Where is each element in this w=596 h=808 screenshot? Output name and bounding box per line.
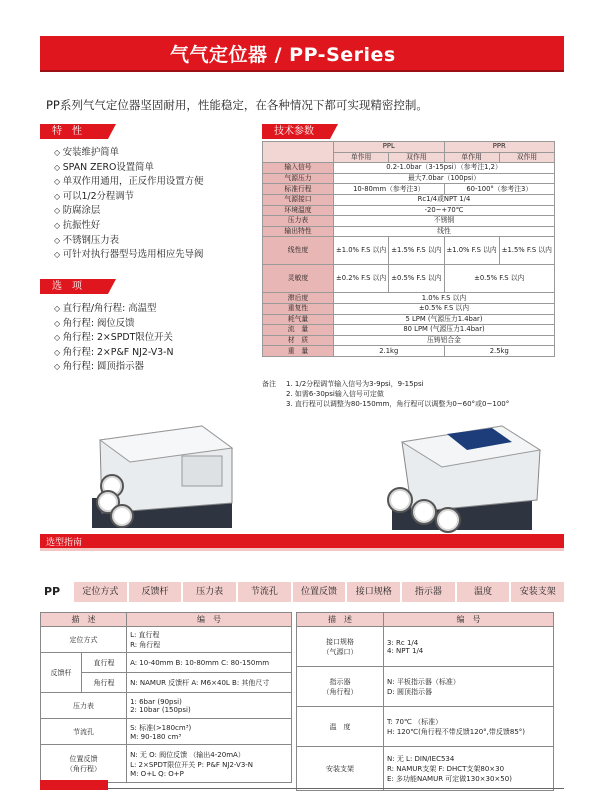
row-value: Rc1/4或NPT 1/4	[334, 194, 555, 205]
row-value: ±1.5% F.S 以内	[389, 237, 444, 265]
list-item: ◇ 角行程: 阀位反馈	[54, 317, 173, 332]
sub-desc-cell: 角行程	[82, 673, 127, 693]
row-label: 气源接口	[263, 194, 334, 205]
list-item: ◇ 角行程: 圆顶指示器	[54, 360, 173, 375]
row-value: 5 LPM (气源压力1.4bar)	[334, 314, 555, 325]
code-cell: T: 70℃ （标准） H: 120℃(角行程不带反馈120°,带反馈85°)	[384, 707, 554, 747]
row-value: 压铸铝合金	[334, 335, 555, 346]
code-cell: 接口规格	[347, 582, 400, 602]
code-cell: N: 无 L: DIN/IEC534 R: NAMUR支架 F: DHCT支架80×30 E: 多功能NAMUR 可定做130×30×50)	[384, 747, 554, 791]
list-item: ◇ SPAN ZERO设置简单	[54, 161, 203, 176]
row-label: 重 量	[263, 346, 334, 357]
row-value: ±0.2% F.S 以内	[334, 265, 389, 293]
page-title: 气气定位器 / PP-Series	[170, 44, 396, 66]
desc-cell: 安装支架	[297, 747, 384, 791]
ppr-header: PPR	[444, 142, 555, 153]
row-label: 流 量	[263, 325, 334, 336]
list-item: ◇ 角行程: 2×SPDT限位开关	[54, 331, 173, 346]
ppl-header: PPL	[334, 142, 445, 153]
row-label: 输出特性	[263, 226, 334, 237]
code-cell: L: 直行程 R: 角行程	[127, 627, 292, 653]
options-list	[54, 302, 173, 375]
code-cell: 温度	[457, 582, 510, 602]
row-value: 2.5kg	[444, 346, 555, 357]
row-label: 材 质	[263, 335, 334, 346]
spec-tag: 技术参数	[262, 124, 330, 139]
desc-cell: 定位方式	[41, 627, 127, 653]
code-header: 编 号	[127, 613, 292, 627]
row-value: ±1.0% F.S 以内	[444, 237, 499, 265]
list-item: ◇ 防腐涂层	[54, 204, 203, 219]
row-label: 滞后度	[263, 293, 334, 304]
row-value: ±1.5% F.S 以内	[499, 237, 554, 265]
desc-cell: 节流孔	[41, 719, 127, 745]
double-acting: 双作用	[389, 152, 444, 163]
code-cell: A: 10-40mm B: 10-80mm C: 80-150mm	[127, 653, 292, 673]
row-value: 线性	[334, 226, 555, 237]
row-value: 2.1kg	[334, 346, 445, 357]
row-label: 耗气量	[263, 314, 334, 325]
notes-label: 备注	[262, 380, 276, 388]
desc-cell: 压力表	[41, 693, 127, 719]
code-cell: 节流孔	[238, 582, 291, 602]
desc-header: 描 述	[41, 613, 127, 627]
list-item: ◇ 可以1/2分程调节	[54, 190, 203, 205]
row-value: -20~+70℃	[334, 205, 555, 216]
row-value: 80 LPM (气源压力1.4bar)	[334, 325, 555, 336]
code-cell: 位置反馈	[293, 582, 346, 602]
row-value: 10-80mm（参考注3）	[334, 184, 445, 195]
spec-table	[262, 141, 555, 357]
code-cell: 压力表	[183, 582, 236, 602]
features-list	[54, 146, 203, 263]
single-acting: 单作用	[334, 152, 389, 163]
single-acting: 单作用	[444, 152, 499, 163]
options-right-table	[296, 612, 554, 791]
selection-bar-underline	[40, 548, 564, 551]
banner-underline	[40, 70, 564, 72]
row-value: 60-100°（参考注3）	[444, 184, 555, 195]
double-acting: 双作用	[499, 152, 554, 163]
options-left-table	[40, 612, 292, 783]
intro-text: PP系列气气定位器坚固耐用，性能稳定，在各种情况下都可实现精密控制。	[46, 98, 428, 112]
row-value: 0.2-1.0bar（3-15psi）（参考注1,2）	[334, 163, 555, 174]
code-cell: N: 平板指示器（标准） D: 圆顶指示器	[384, 667, 554, 707]
desc-header: 描 述	[297, 613, 384, 627]
row-value: ±0.5% F.S 以内	[444, 265, 555, 293]
row-label: 环境温度	[263, 205, 334, 216]
list-item: ◇ 角行程: 2×P&F NJ2-V3-N	[54, 346, 173, 361]
desc-cell: 位置反馈 （角行程）	[41, 745, 127, 783]
row-value: 1.0% F.S 以内	[334, 293, 555, 304]
list-item: ◇ 抗振性好	[54, 219, 203, 234]
footer-bar	[40, 780, 108, 790]
row-value: ±1.0% F.S 以内	[334, 237, 389, 265]
list-item: ◇ 单双作用通用，正反作用设置方便	[54, 175, 203, 190]
code-header: 编 号	[384, 613, 554, 627]
ppr-product-image	[372, 412, 552, 537]
selection-title: 选型指南	[46, 538, 83, 548]
note-item: 2. 如需6-30psi输入信号可定做	[286, 390, 384, 398]
row-label: 输入信号	[263, 163, 334, 174]
code-cell: 1: 6bar (90psi) 2: 10bar (150psi)	[127, 693, 292, 719]
row-label: 压力表	[263, 216, 334, 227]
code-cell: N: 无 O: 阀位反馈 （输出4-20mA） L: 2×SPDT限位开关 P: P&F NJ2-V3-N M: O+L Q: O+P	[127, 745, 292, 783]
code-cell: 定位方式	[74, 582, 127, 602]
model-prefix: PP	[44, 585, 61, 598]
options-tag: 选 项	[40, 279, 108, 294]
row-label: 线性度	[263, 237, 334, 265]
desc-cell: 反馈杆	[41, 653, 82, 693]
notes	[262, 379, 509, 409]
row-label: 气源压力	[263, 173, 334, 184]
list-item: ◇ 可针对执行器型号选用相应先导阀	[54, 248, 203, 263]
model-code-row	[40, 582, 564, 602]
row-value: 不锈钢	[334, 216, 555, 227]
list-item: ◇ 安装维护简单	[54, 146, 203, 161]
ppl-product-image	[82, 418, 252, 538]
code-cell: S: 标准(>180cm³) M: 90-180 cm³	[127, 719, 292, 745]
features-tag: 特 性	[40, 124, 108, 139]
row-value: ±0.5% F.S 以内	[334, 303, 555, 314]
sub-desc-cell: 直行程	[82, 653, 127, 673]
note-item: 3. 直行程可以调整为80-150mm，角行程可以调整为0~60°或0~100°	[286, 400, 510, 408]
desc-cell: 接口规格 （气源口）	[297, 627, 384, 667]
row-label: 灵敏度	[263, 265, 334, 293]
code-cell: 3: Rc 1/4 4: NPT 1/4	[384, 627, 554, 667]
list-item: ◇ 不锈钢压力表	[54, 234, 203, 249]
row-value: 最大7.0bar（100psi）	[334, 173, 555, 184]
code-cell: 指示器	[402, 582, 455, 602]
code-cell: N: NAMUR 反馈杆 A: M6×40L B: 其他尺寸	[127, 673, 292, 693]
selection-bar	[40, 534, 564, 548]
desc-cell: 温 度	[297, 707, 384, 747]
note-item: 1. 1/2分程调节输入信号为3-9psi，9-15psi	[286, 380, 424, 388]
list-item: ◇ 直行程/角行程: 高温型	[54, 302, 173, 317]
row-label: 重复性	[263, 303, 334, 314]
code-cell: 反馈杆	[129, 582, 182, 602]
row-label: 标准行程	[263, 184, 334, 195]
code-cell: 安装支架	[511, 582, 564, 602]
row-value: ±0.5% F.S 以内	[389, 265, 444, 293]
desc-cell: 指示器 （角行程）	[297, 667, 384, 707]
footer-line	[108, 788, 564, 789]
